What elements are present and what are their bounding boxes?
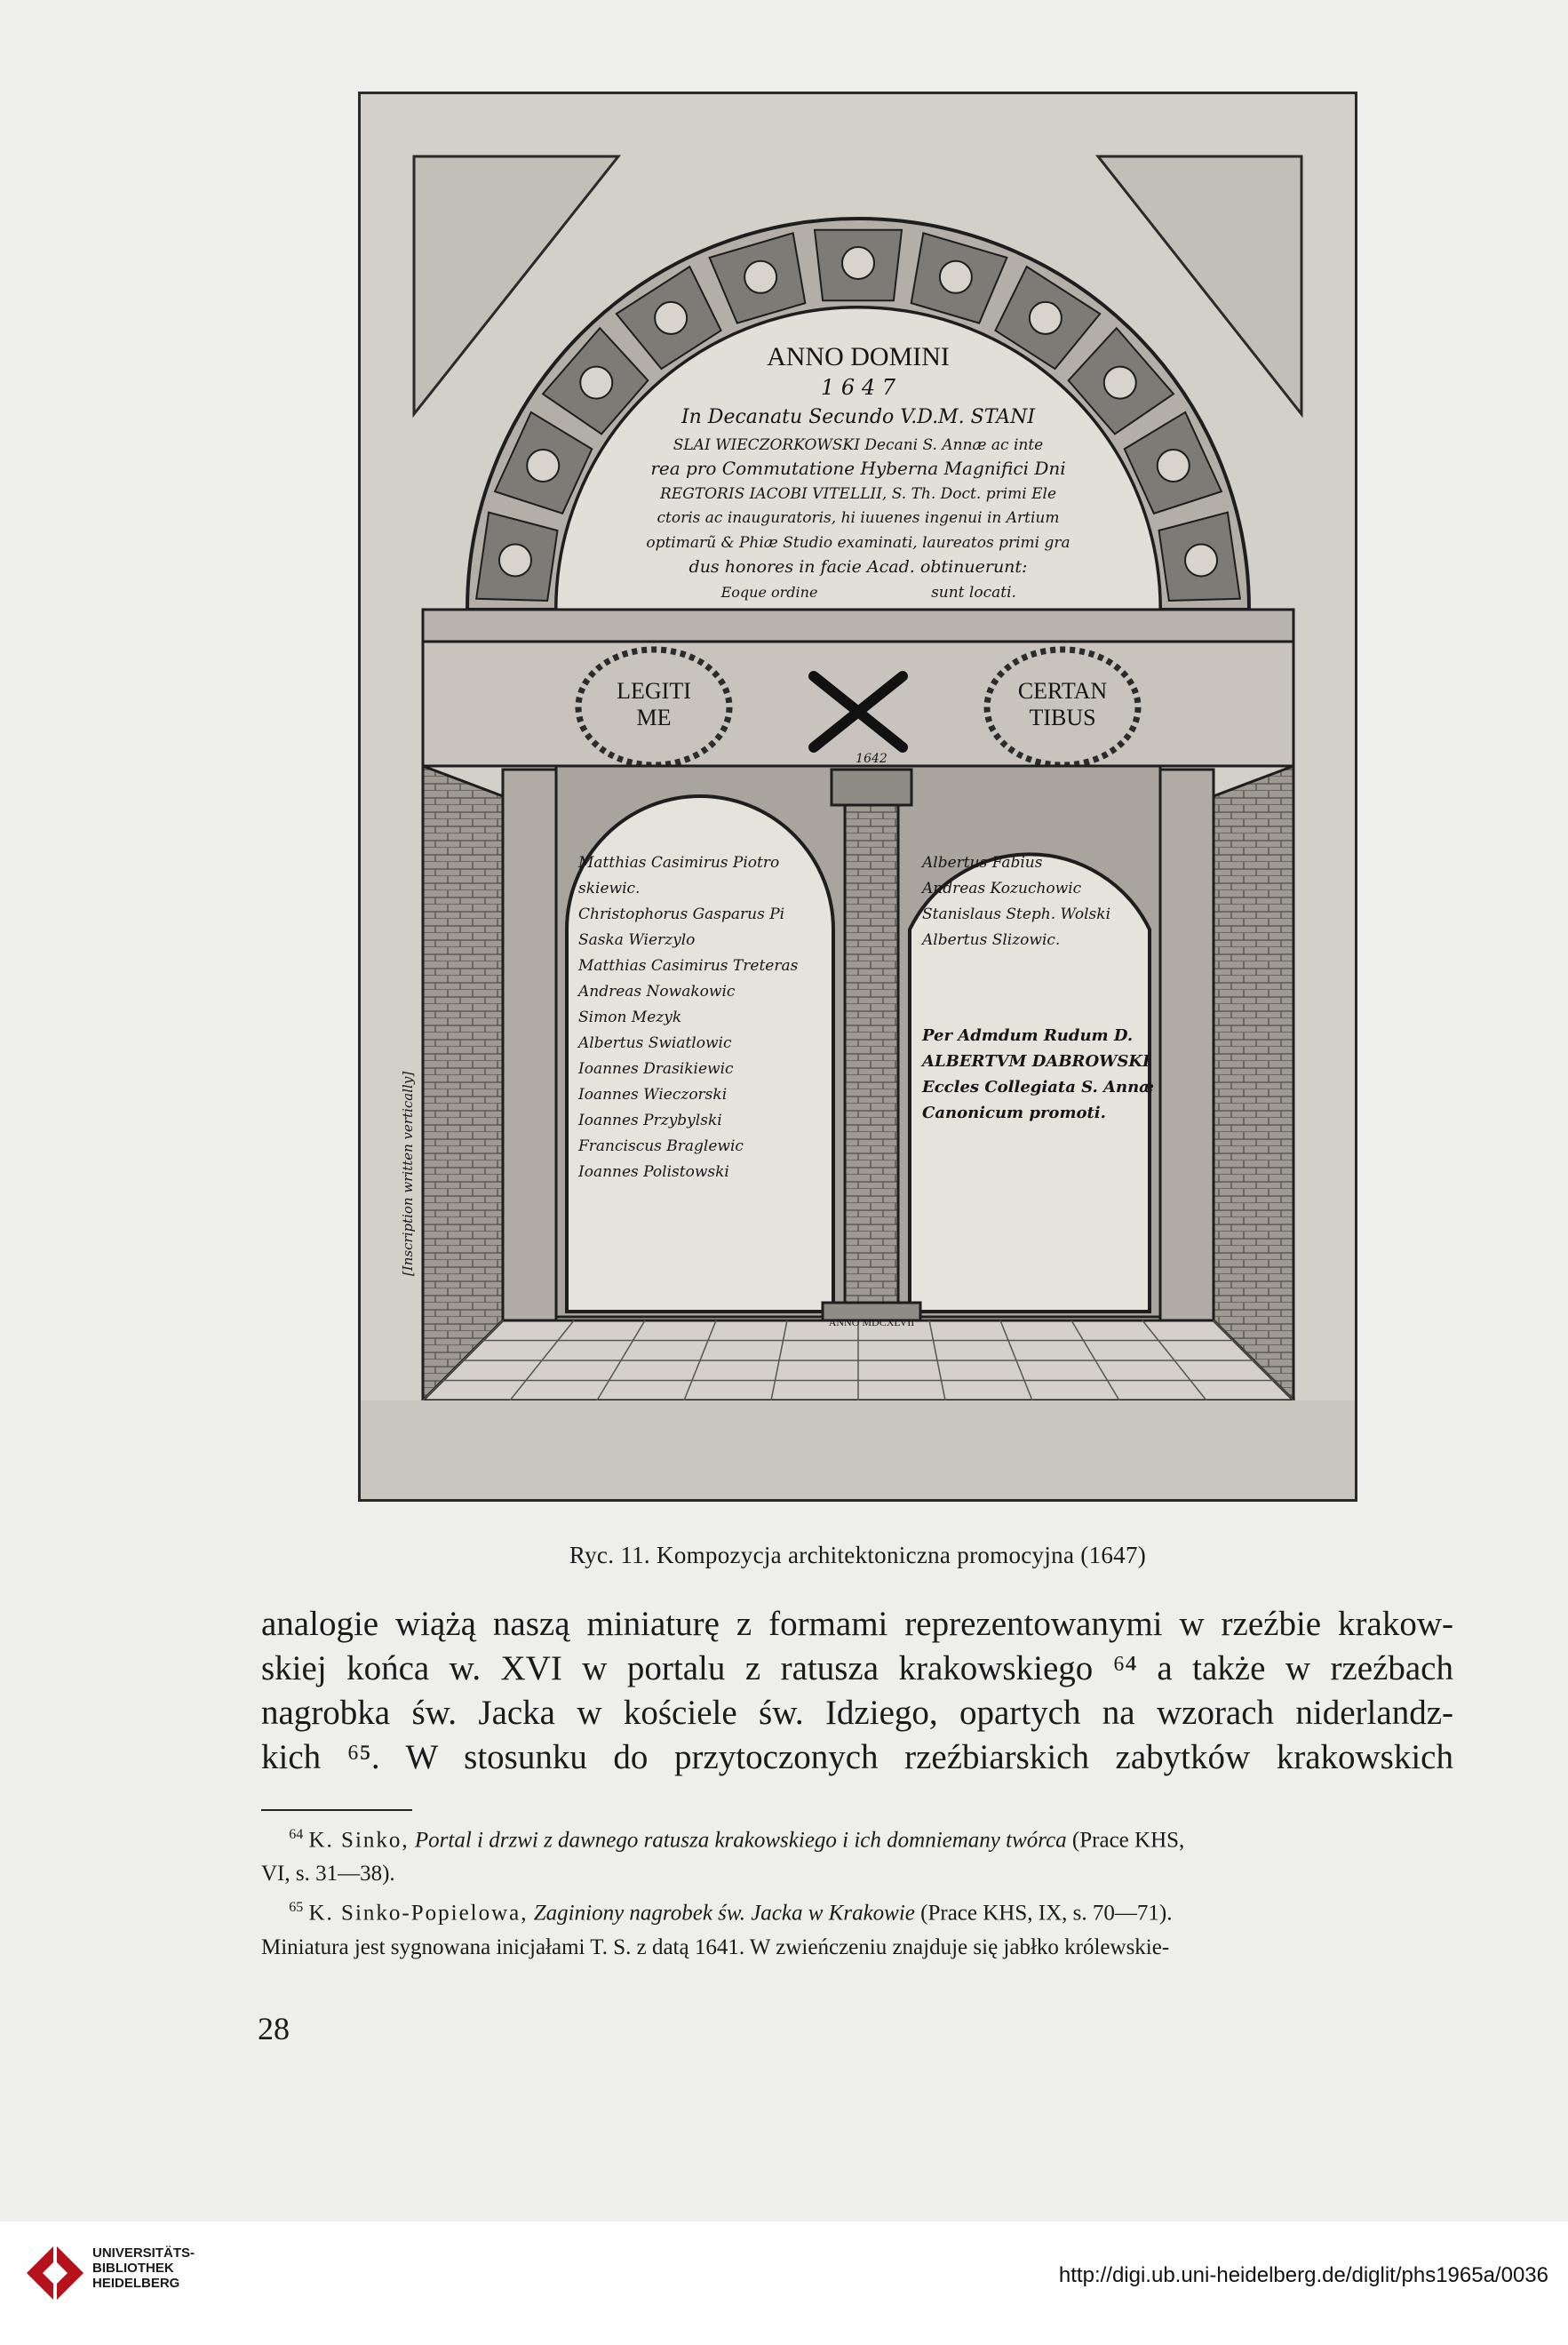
library-name-line: UNIVERSITÄTS- (92, 2245, 195, 2261)
coffer-rosette (1030, 302, 1062, 334)
arch-line-11: sunt locati. (931, 584, 1016, 602)
graduate-name: Andreas Nowakowic (578, 983, 736, 1001)
central-column (845, 805, 898, 1303)
footnote-source: (Prace KHS, (1071, 1828, 1185, 1853)
arch-line-5: rea pro Commutatione Hyberna Magnifici Dni (650, 458, 1066, 479)
university-library-logo-icon[interactable] (18, 2237, 89, 2309)
graduate-name: Matthias Casimirus Piotro (578, 854, 780, 872)
coffer-rosette (580, 367, 612, 399)
graduate-name: Ioannes Polistowski (578, 1163, 729, 1181)
arch-line-7: ctoris ac inauguratoris, hi iuuenes ingenui in Artium (657, 509, 1060, 527)
left-vertical-note: [Inscription written vertically] (400, 1071, 416, 1276)
footnote-author: K. Sinko, (308, 1828, 410, 1853)
arch-line-3: In Decanatu Secundo V.D.M. STANI (681, 406, 1036, 428)
wreath-left-line1: LEGITI (617, 678, 691, 704)
library-name (92, 2245, 195, 2291)
column-capital (832, 770, 911, 805)
coffer-rosette (655, 302, 687, 334)
footnote-title: Zaginiony nagrobek św. Jacka w Krakowie (533, 1901, 915, 1926)
coffer-rosette (499, 544, 531, 576)
graduate-name: Saska Wierzylo (578, 931, 696, 949)
library-name-line: HEIDELBERG (92, 2276, 180, 2291)
architectural-drawing (361, 94, 1355, 1499)
graduate-name: Ioannes Przybylski (578, 1112, 722, 1129)
graduate-name: skiewic. (578, 880, 641, 897)
arch-line-4: SLAI WIECZORKOWSKI Decani S. Annæ ac inte (673, 436, 1044, 454)
graduate-name: Stanislaus Steph. Wolski (922, 905, 1111, 923)
graduate-name: Franciscus Braglewic (578, 1137, 744, 1155)
graduate-name: Albertus Fabius (922, 854, 1043, 872)
dedication-line: Per Admdum Rudum D. (922, 1026, 1134, 1045)
coffer-rosette (527, 450, 559, 482)
column-top-date: 1642 (856, 752, 887, 766)
footnotes (261, 1818, 1453, 1965)
footnote-64-cont: VI, s. 31—38). (261, 1862, 395, 1886)
wreath-right-line2: TIBUS (1029, 705, 1096, 730)
figure-caption: Ryc. 11. Kompozycja architektoniczna promocyjna (1647) (569, 1542, 1147, 1568)
arch-line-8: optimarũ & Phiæ Studio examinati, laureatos primi gra (646, 534, 1071, 552)
graduate-name: Ioannes Drasikiewic (578, 1060, 734, 1078)
footnote-number: 65 (289, 1900, 304, 1916)
footnote-author: K. Sinko-Popielowa, (308, 1901, 529, 1926)
footnote-65 (261, 1891, 1453, 1930)
arch-line-10: Eoque ordine (720, 584, 818, 601)
dedication-line: Eccles Collegiata S. Annæ (922, 1078, 1154, 1097)
frieze (423, 642, 1293, 766)
graduate-name: Albertus Swiatlowic (578, 1034, 732, 1052)
body-line: skiej końca w. XVI w portalu z ratusza krakowskiego ⁶⁴ a także w rzeźbach (261, 1649, 1453, 1687)
footnote-number: 64 (289, 1827, 304, 1842)
footnote-title: Portal i drzwi z dawnego ratusza krakowskiego i ich domniemany twórca (414, 1828, 1067, 1853)
graduate-name: Albertus Slizowic. (922, 931, 1061, 949)
coffer-rosette (1104, 367, 1136, 399)
graduate-name: Ioannes Wieczorski (578, 1086, 728, 1104)
figure-miniature (358, 92, 1357, 1502)
year-1647: 1 6 4 7 (821, 375, 895, 400)
coffer-rosette (940, 261, 972, 293)
arch-line-9: dus honores in facie Acad. obtinuerunt: (688, 557, 1028, 577)
permalink-url[interactable]: http://digi.ub.uni-heidelberg.de/diglit/phs1965a/0036 (1058, 2263, 1548, 2287)
coffer-rosette (1158, 450, 1190, 482)
body-line: analogie wiążą naszą miniaturę z formami reprezentowanymi w rzeźbie krakow- (261, 1605, 1453, 1643)
footnote-64 (261, 1818, 1453, 1857)
body-paragraph (261, 1602, 1453, 1780)
body-line: nagrobka św. Jacka w kościele św. Idziego, opartych na wzorach niderlandz- (261, 1694, 1453, 1732)
page-number: 28 (258, 2011, 290, 2046)
footnote-rule (261, 1809, 412, 1811)
left-arch-panel (567, 796, 833, 1312)
anno-domini: ANNO DOMINI (767, 342, 950, 371)
dedication-line: Canonicum promoti. (922, 1104, 1106, 1122)
footnote-65-cont: Miniatura jest sygnowana inicjałami T. S. z datą 1641. W zwieńczeniu znajduje się jabłko królewskie- (261, 1934, 1170, 1959)
arch-line-6: REGTORIS IACOBI VITELLII, S. Th. Doct. primi Ele (659, 485, 1057, 503)
graduate-name: Andreas Kozuchowic (922, 880, 1082, 897)
dedication-line: ALBERTVM DABROWSKI (922, 1052, 1150, 1071)
graduate-name: Christophorus Gasparus Pi (578, 905, 785, 923)
wreath-right-line1: CERTAN (1017, 678, 1108, 704)
graduate-name: Matthias Casimirus Treteras (578, 957, 799, 975)
coffer-rosette (1185, 544, 1217, 576)
graduate-name: Simon Mezyk (578, 1009, 682, 1026)
coffer-rosette (744, 261, 776, 293)
footnote-source: (Prace KHS, IX, s. 70—71). (920, 1901, 1173, 1926)
coffer-rosette (842, 247, 874, 279)
column-base-text: ANNO MDCXLVII (828, 1316, 915, 1328)
body-line: kich ⁶⁵. W stosunku do przytoczonych rzeźbiarskich zabytków krakowskich (261, 1738, 1453, 1776)
wreath-left-line2: ME (636, 705, 672, 730)
library-name-line: BIBLIOTHEK (92, 2261, 174, 2276)
